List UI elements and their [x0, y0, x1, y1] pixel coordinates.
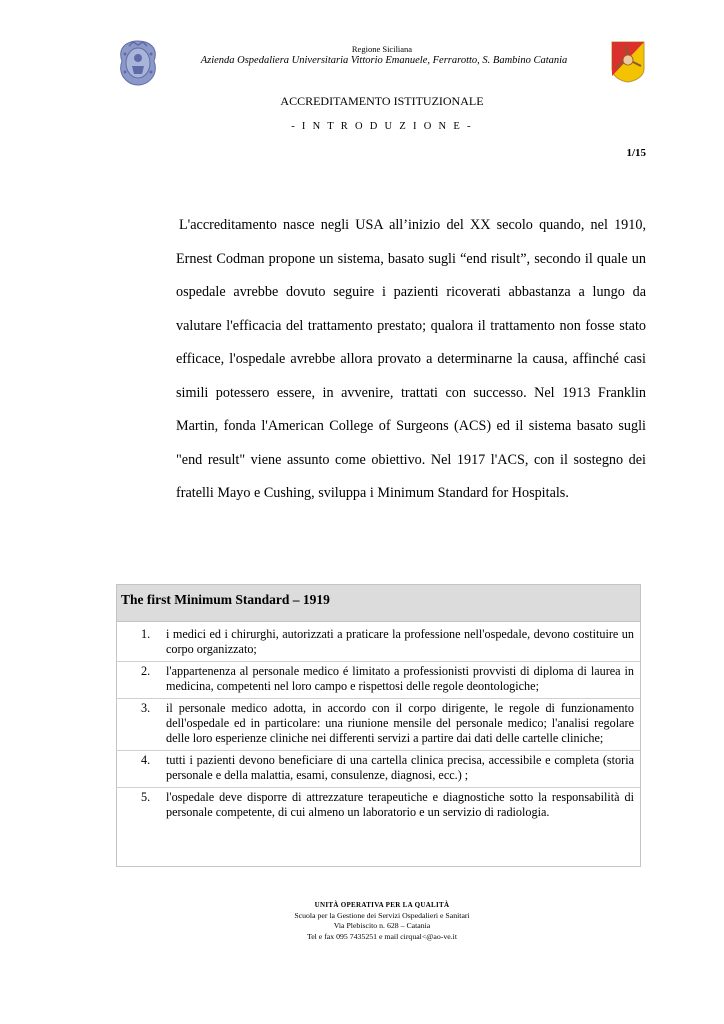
- header-subsection: - I N T R O D U Z I O N E -: [291, 121, 473, 132]
- item-text: il personale medico adotta, in accordo con il corpo dirigente, le regole di funzionamento dell'ospedale ed in particolare: una riunione mensile del personale medico; l'analisi regolare delle loro esperienze cliniche nei differenti servizi a partire dai dati delle cartelle cliniche;: [166, 700, 634, 746]
- page-footer: [0, 900, 724, 942]
- footer-address: Via Plebiscito n. 628 – Catania: [333, 921, 431, 930]
- footer-unit: UNITÀ OPERATIVA PER LA QUALITÀ: [314, 901, 450, 909]
- item-text: tutti i pazienti devono beneficiare di una cartella clinica precisa, accessibile e completa (storia personale e della malattia, esami, consulenze, diagnosi, ecc.) ;: [166, 752, 634, 783]
- list-item: [117, 788, 640, 824]
- item-number: 2.: [141, 663, 151, 678]
- standards-list: [117, 622, 640, 823]
- list-item: [117, 625, 640, 662]
- footer-contact: Tel e fax 095 7435251 e mail cirqual<@ao-ve.it: [306, 931, 458, 941]
- intro-paragraph: L'accreditamento nasce negli USA all’inizio del XX secolo quando, nel 1910, Ernest Codman propone un sistema, basato sugli “end risult”, secondo il quale un ospedale avrebbe dovuto seguire i pazienti ricoverati abbastanza a lungo da valutare l'efficacia del trattamento prestato; qualora il trattamento non fosse stato efficace, l'ospedale avrebbe allora provato a determinarne la causa, affinché casi simili potessero essere, in avvenire, trattati con successo. Nel 1913 Franklin Martin, fonda l'American College of Surgeons (ACS) ed il sistema basato sugli "end result" viene assunto come obiettivo. Nel 1917 l'ACS, con il sostegno dei fratelli Mayo e Cushing, sviluppa i Minimum Standard for Hospitals.: [176, 217, 646, 502]
- page-number: 1/15: [626, 147, 646, 159]
- item-number: 3.: [141, 700, 151, 715]
- item-number: 5.: [141, 789, 151, 804]
- item-text: i medici ed i chirurghi, autorizzati a praticare la professione nell'ospedale, devono costituire un corpo organizzato;: [166, 627, 634, 657]
- header-hospital-name: Azienda Ospedaliera Universitaria Vittorio Emanuele, Ferrarotto, S. Bambino Catania: [200, 55, 568, 66]
- item-text: l'appartenenza al personale medico é limitato a professionisti provvisti di diploma di laurea in medicina, competenti nel loro campo e rispettosi delle regole deontologiche;: [166, 663, 634, 694]
- list-item: [117, 751, 640, 788]
- list-item: [117, 662, 640, 699]
- item-number: 4.: [141, 752, 151, 767]
- item-text: l'ospedale deve disporre di attrezzature terapeutiche e diagnostiche sotto la responsabilità di personale competente, di cui almeno un laboratorio e un servizio di radiologia.: [166, 789, 634, 820]
- table-title: The first Minimum Standard – 1919: [117, 585, 640, 622]
- item-number: 1.: [141, 627, 151, 641]
- minimum-standard-table: [116, 584, 641, 867]
- footer-school: Scuola per la Gestione dei Servizi Ospedalieri e Sanitari: [294, 910, 470, 920]
- list-item: [117, 699, 640, 751]
- header-section-title: ACCREDITAMENTO ISTITUZIONALE: [280, 94, 484, 108]
- header-region: Regione Siciliana: [351, 44, 413, 54]
